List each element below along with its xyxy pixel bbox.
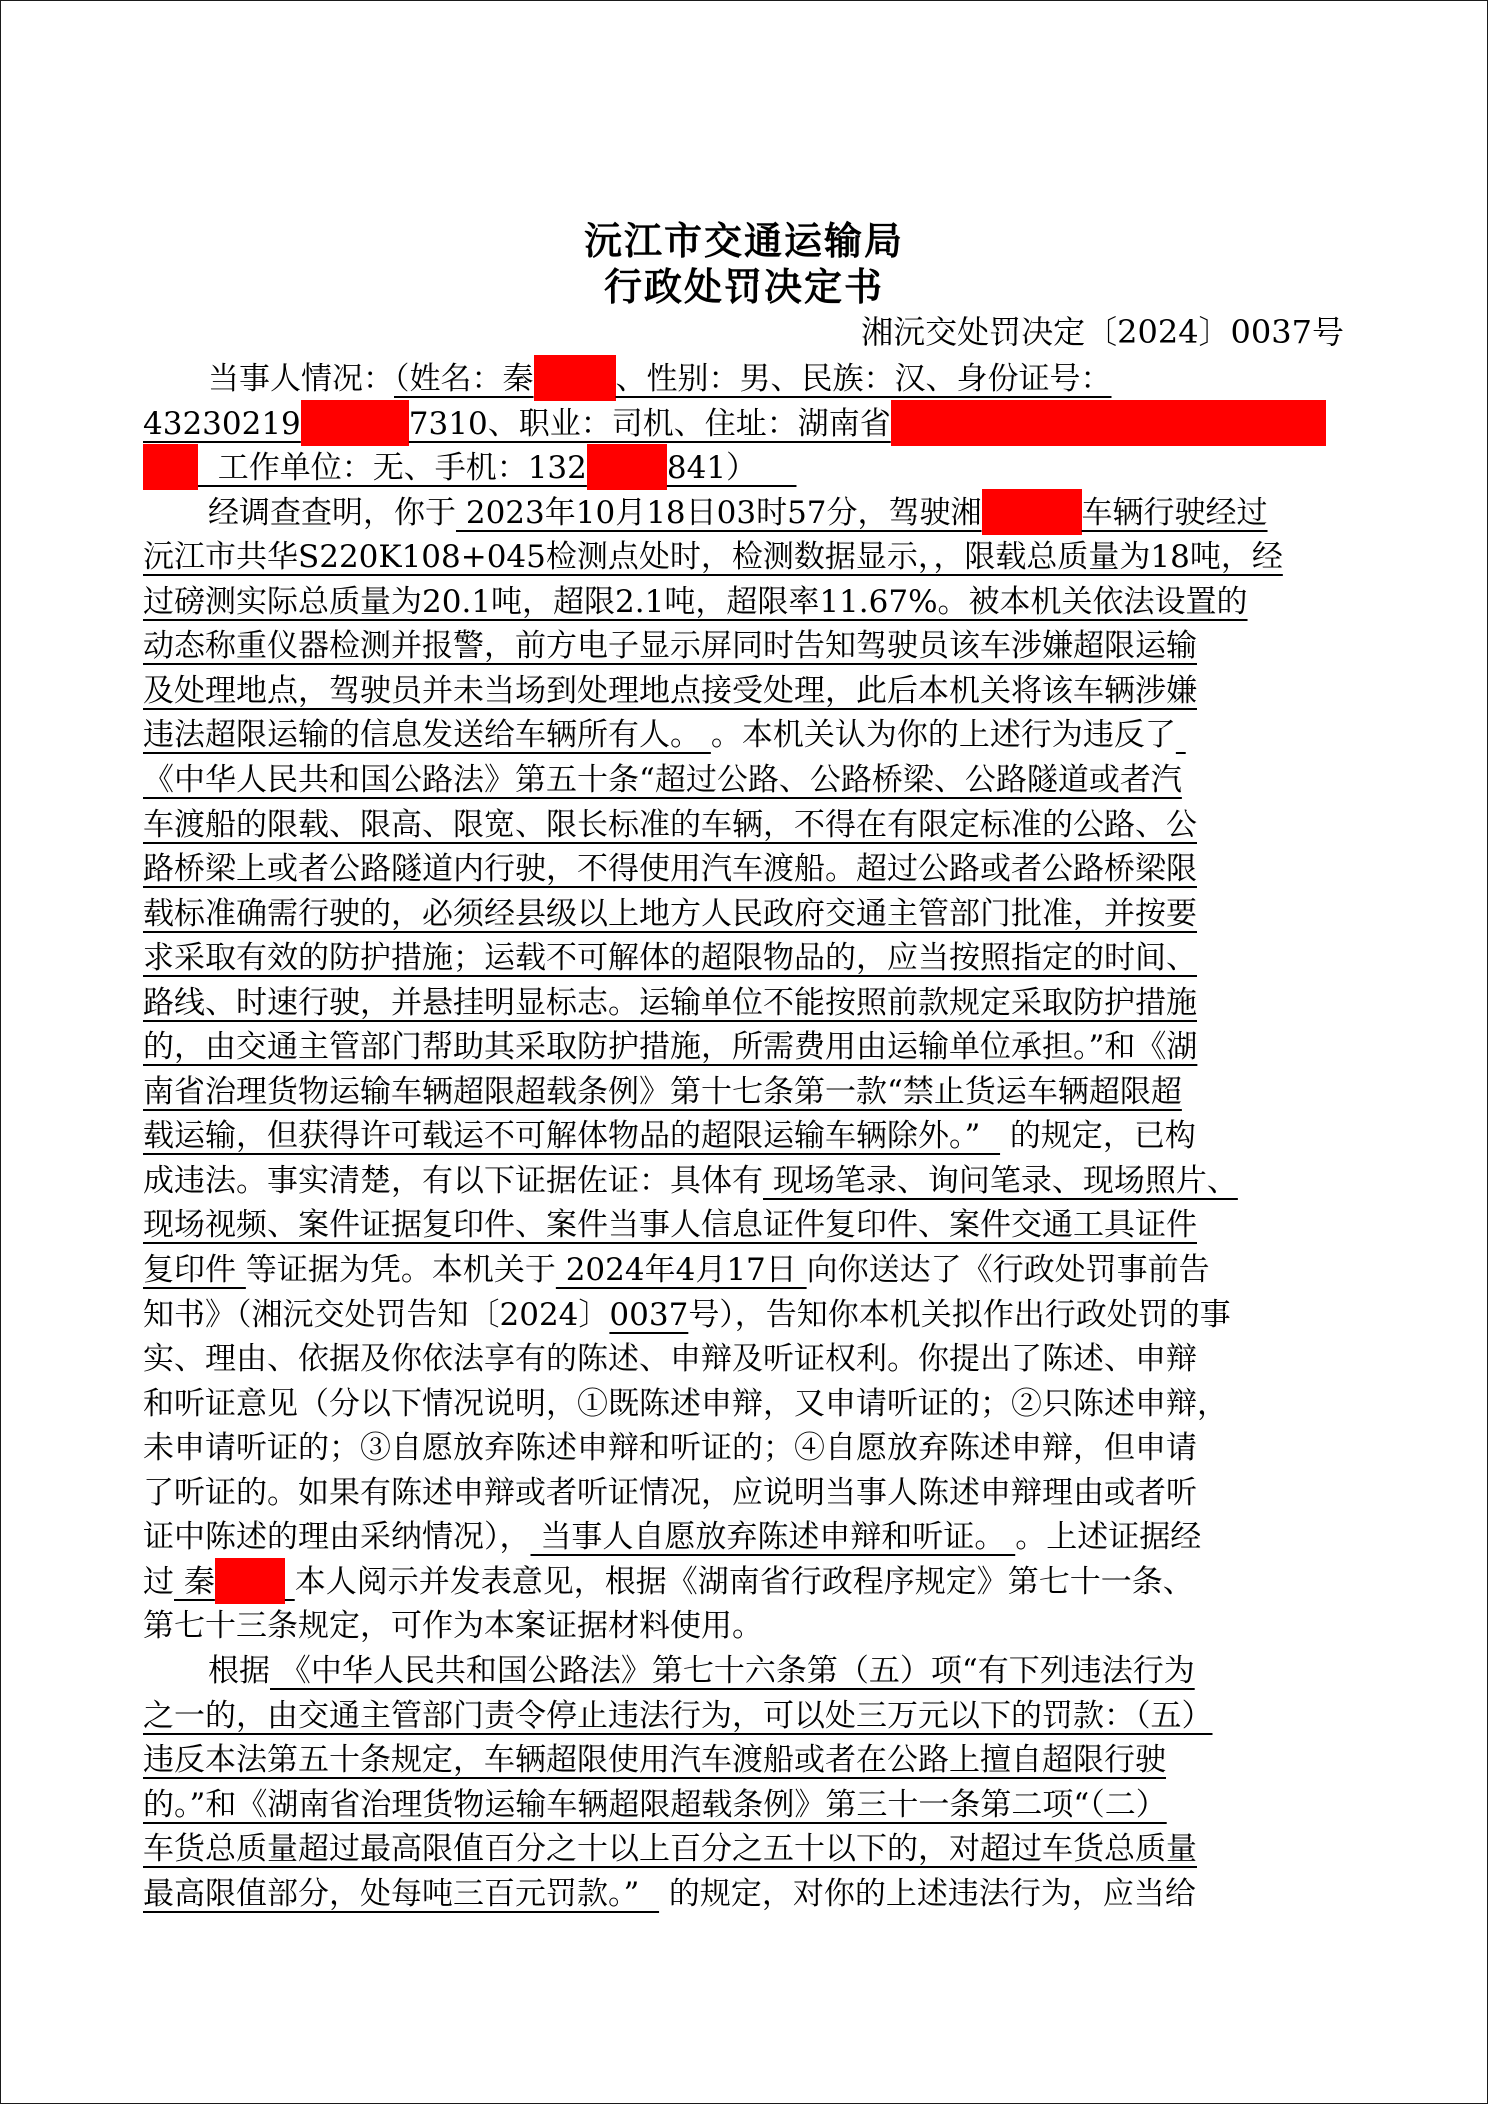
body-line [143,446,1348,490]
redaction-block [891,400,1326,446]
body-line [143,847,1348,891]
text-segment: 载标准确需行驶的，必须经县级以上地方人民政府交通主管部门批准，并按要 [143,895,1197,932]
text-segment: 违反本法第五十条规定，车辆超限使用汽车渡船或者在公路上擅自超限行驶 [143,1742,1166,1779]
text-segment [285,1564,295,1600]
body-line [143,981,1348,1025]
text-segment: 沅江市共华S220K108+045检测点处时，检测数据显示，，限载总质量为18吨，经 [143,539,1283,576]
text-segment: 《中华人民共和国公路法》第五十条“超过公路、公路桥梁、公路隧道或者汽 [143,761,1182,798]
body-line [143,1471,1348,1515]
text-segment: 车辆行驶经过 [1081,494,1268,531]
body-line [143,1738,1348,1782]
body-line [143,1604,1348,1648]
body-line [143,624,1348,668]
text-segment: 路线、时速行驶，并悬挂明显标志。运输单位不能按照前款规定采取防护措施 [143,984,1197,1021]
body-line [208,1649,1348,1693]
body-line [143,1248,1348,1292]
text-segment: 当事人自愿放弃陈述申辩和听证。 [530,1519,1016,1556]
text-segment: 及处理地点，驾驶员并未当场到处理地点接受处理，此后本机关将该车辆涉嫌 [143,672,1197,709]
body-line [143,1827,1348,1871]
body-line [143,1426,1348,1470]
text-segment: 第七十三条规定，可作为本案证据材料使用。 [143,1608,763,1645]
redaction-block [215,1558,285,1604]
body-line [143,1337,1348,1381]
text-segment: （姓名：秦 [394,361,534,397]
text-segment: 等证据为凭。本机关于 [245,1252,556,1288]
body-line [143,803,1348,847]
text-segment: 现场视频、案件证据复印件、案件当事人信息证件复印件、案件交通工具证件 [143,1207,1197,1244]
text-segment: 。本机关认为你的上述行为违反了 [710,717,1176,754]
body-line [143,580,1348,624]
text-segment: 的规定，对你的上述违法行为，应当给 [659,1875,1196,1912]
text-segment: 向你送达了《行政处罚事前告 [806,1252,1210,1288]
text-segment: 7310、职业：司机、住址：湖南省 [408,405,891,442]
redaction-block [982,489,1082,535]
body-line [143,1203,1348,1247]
body-line [143,1694,1348,1738]
text-segment: 2023年10月18日03时57分，驾驶湘 [456,494,982,531]
document-number: 湘沅交处罚决定〔2024〕0037号 [861,313,1344,351]
text-segment: 根据 [208,1652,270,1689]
text-segment: 实、理由、依据及你依法享有的陈述、申辩及听证权利。你提出了陈述、申辩 [143,1341,1197,1378]
document-title-type: 行政处罚决定书 [603,264,884,309]
body-line [143,1025,1348,1069]
redaction-block [301,400,409,446]
text-segment: 最高限值部分，处每吨三百元罚款。” [143,1875,660,1912]
body-line [143,758,1348,802]
text-segment: 动态称重仪器检测并报警，前方电子显示屏同时告知驾驶员该车涉嫌超限运输 [143,628,1197,665]
body-line [143,936,1348,980]
body-line [143,713,1348,757]
text-segment: 、性别：男、民族：汉、身份证号： [615,361,1112,397]
text-segment: 之一的，由交通主管部门责令停止违法行为，可以处三万元以下的罚款：（五） [143,1697,1213,1734]
body-line [208,491,1348,535]
text-segment: 车货总质量超过最高限值百分之十以上百分之五十以下的，对超过车货总质量 [143,1831,1197,1868]
text-segment: 载运输，但获得许可载运不可解体物品的超限运输车辆除外。” [143,1118,1001,1155]
body-line [143,1159,1348,1203]
text-segment: 秦 [174,1563,215,1600]
text-segment: 现场笔录、询问笔录、现场照片、 [763,1162,1238,1199]
body-line [143,535,1348,579]
text-segment: 求采取有效的防护措施；运载不可解体的超限物品的，应当按照指定的时间、 [143,940,1197,977]
redaction-block [534,355,616,401]
text-segment: 43230219 [143,405,301,442]
body-line [143,1382,1348,1426]
text-segment: 工作单位：无、手机：132 [198,450,587,487]
text-segment: 。上述证据经 [1015,1519,1202,1556]
text-segment: 0037 [609,1296,689,1333]
text-segment: 过磅测实际总质量为20.1吨，超限2.1吨，超限率11.67%。被本机关依法设置的 [143,583,1248,620]
text-segment: 841） [666,450,797,487]
text-segment: 经调查查明，你于 [208,494,456,531]
text-segment: 了听证的。如果有陈述申辩或者听证情况，应说明当事人陈述申辩理由或者听 [143,1474,1197,1511]
text-segment: 未申请听证的；③自愿放弃陈述申辩和听证的；④自愿放弃陈述申辩，但申请 [143,1430,1197,1467]
text-segment: 当事人情况： [208,361,394,397]
text-segment: 证中陈述的理由采纳情况）， [143,1519,531,1556]
text-segment: 车渡船的限载、限高、限宽、限长标准的车辆，不得在有限定标准的公路、公 [143,806,1197,843]
text-segment: 的。”和《湖南省治理货物运输车辆超限超载条例》第三十一条第二项“（二） [143,1786,1167,1823]
body-line [143,1872,1348,1916]
text-segment: 《中华人民共和国公路法》第七十六条第（五）项“有下列违法行为 [270,1652,1195,1689]
body-line [143,1560,1348,1604]
body-line [143,1114,1348,1158]
text-segment: 的，由交通主管部门帮助其采取防护措施，所需费用由运输单位承担。”和《湖 [143,1029,1198,1066]
body-line [143,1783,1348,1827]
text-segment: 和听证意见（分以下情况说明，①既陈述申辩，又申请听证的；②只陈述申辩， [143,1385,1228,1422]
text-segment: 号），告知你本机关拟作出行政处罚的事 [688,1296,1231,1333]
body-line [143,669,1348,713]
document-title-agency: 沅江市交通运输局 [583,218,904,263]
text-segment: 过 [143,1563,174,1600]
text-segment: 2024年4月17日 [555,1252,807,1288]
text-segment: 违法超限运输的信息发送给车辆所有人。 [143,717,711,754]
redaction-block [587,444,667,490]
text-segment: 的规定，已构 [1000,1118,1196,1155]
text-segment: 南省治理货物运输车辆超限超载条例》第十七条第一款“禁止货运车辆超限超 [143,1073,1182,1110]
text-segment: 知书》（湘沅交处罚告知〔2024〕 [143,1296,610,1333]
body-line [143,1293,1348,1337]
body-line [143,1070,1348,1114]
text-segment: 成违法。事实清楚，有以下证据佐证：具体有 [143,1162,763,1199]
text-segment: 复印件 [143,1252,246,1288]
body-line [143,1515,1348,1559]
body-line [143,892,1348,936]
body-line [208,357,1348,401]
text-segment: 本人阅示并发表意见，根据《湖南省行政程序规定》第七十一条、 [294,1563,1194,1600]
text-segment [1176,717,1186,753]
body-line [143,402,1348,446]
redaction-block [143,444,198,490]
text-segment: 路桥梁上或者公路隧道内行驶，不得使用汽车渡船。超过公路或者公路桥梁限 [143,851,1197,888]
